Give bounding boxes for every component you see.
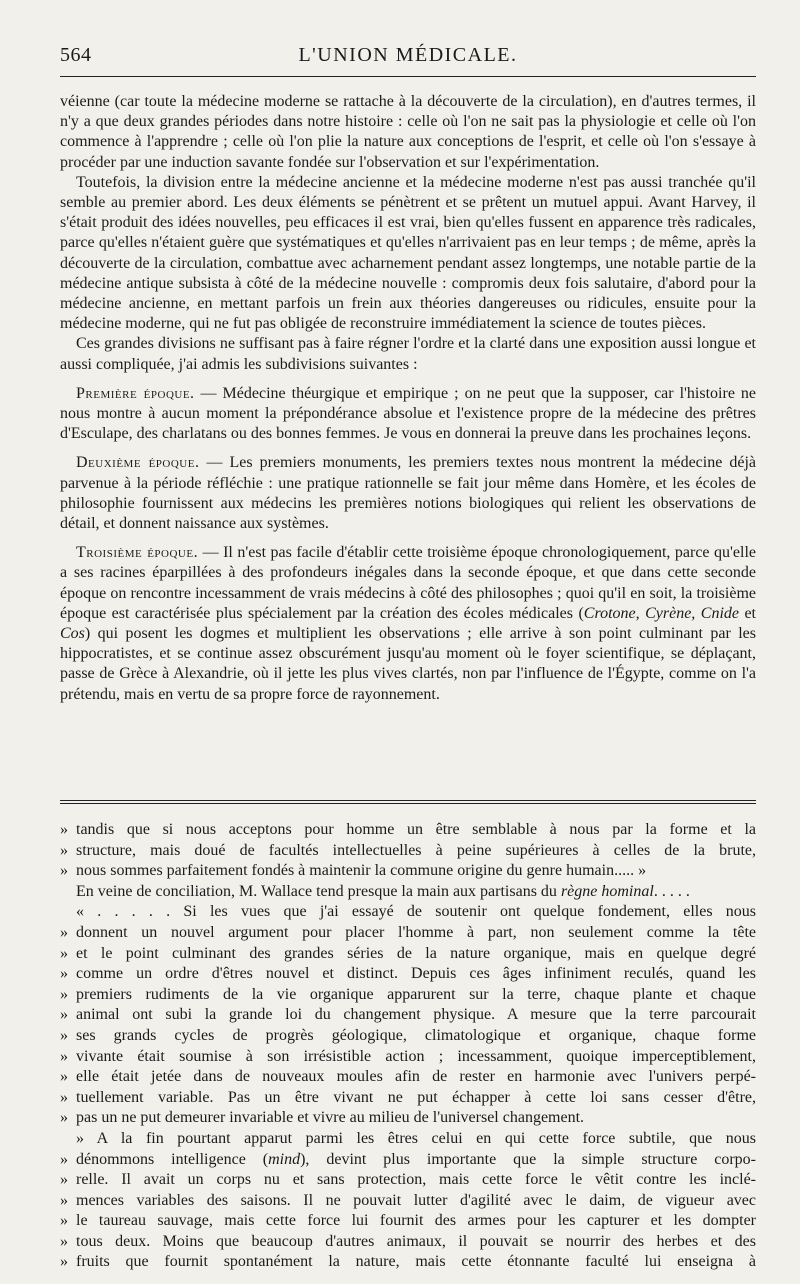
quote-line <box>60 1170 756 1191</box>
quote-text: tous deux. Moins que beaucoup d'autres animaux, il pouvait se nourrir des herbes et des <box>76 1232 756 1250</box>
quote-line <box>60 820 756 841</box>
quote-line <box>60 1211 756 1232</box>
quote-line <box>60 1088 756 1109</box>
quote-text <box>76 1150 756 1171</box>
transition-em: règne hominal <box>560 882 654 900</box>
quote-line <box>60 861 756 882</box>
quote-mark: » <box>60 985 68 1003</box>
quote-mark: » <box>60 1212 68 1230</box>
quote-line <box>60 1232 756 1253</box>
quote-line <box>60 985 756 1006</box>
feuilleton <box>60 820 756 1273</box>
quote-text: nous sommes parfaitement fondés à maintenir la commune origine du genre humain..... » <box>76 862 647 880</box>
quote-mark: » <box>60 1006 68 1024</box>
quote-line <box>60 1129 756 1150</box>
quote-mark: » <box>60 1026 68 1044</box>
quote-line <box>60 1005 756 1026</box>
quote-line <box>60 964 756 985</box>
quote-line <box>60 923 756 944</box>
quote-line <box>60 1047 756 1068</box>
quote-text: donnent un nouvel argument pour placer l'homme à part, non seulement comme la tête <box>76 923 756 941</box>
quote-text: vivante était soumise à son irrésistible action ; incessamment, quoique imperceptiblement, <box>76 1047 756 1065</box>
transition-text-a: En veine de conciliation, M. Wallace tend presque la main aux partisans du <box>76 882 561 900</box>
epoch-3-paragraph <box>60 543 756 705</box>
epoch-1-paragraph <box>60 384 756 445</box>
quote-mark: » <box>60 841 68 859</box>
quote-text: tandis que si nous acceptons pour homme un être semblable à nous par la forme et la <box>76 821 756 838</box>
quote-mark: » <box>60 1171 68 1189</box>
quote-mark: » <box>60 923 68 941</box>
quote-mark: » <box>60 1088 68 1106</box>
quote-text: elle était jetée dans de nouveaux moules afin de rester en harmonie avec l'univers perpé- <box>76 1068 756 1086</box>
quote-mark: » <box>60 821 68 838</box>
quote-mark: » <box>60 1232 68 1250</box>
quote-line <box>60 1252 756 1273</box>
quote-text-part: dénommons intelligence ( <box>76 1150 269 1168</box>
quote-mark: » <box>60 862 68 880</box>
quote-mark: » <box>60 944 68 962</box>
quote-text: « . . . . . Si les vues que j'ai essayé de soutenir ont quelque fondement, elles nous <box>76 903 756 921</box>
quote-mark: » <box>60 1047 68 1065</box>
page-header <box>60 44 756 74</box>
quote-line <box>60 841 756 862</box>
paragraph-1: véienne (car toute la médecine moderne se rattache à la découverte de la circulation), en d'autres termes, il n'y a que deux grandes périodes dans notre histoire : celle où l'on ne sait pas la physiologie et celle où l'on commence à l'apprendre ; celle où l'on plie la nature aux conceptions de l'esprit, et celle où l'on s'essaye à procéder par une induction savante fondée sur l'observation et sur l'expérimentation. <box>60 93 756 171</box>
quote-mark: » <box>60 1109 68 1127</box>
quote-mark: » <box>60 1068 68 1086</box>
transition-paragraph <box>60 882 756 903</box>
quote-em: mind <box>268 1150 301 1168</box>
epoch-3-text-a: — Il n'est pas facile d'établir cette troisième époque chronologiquement, parce qu'elle a ses racines éparpillées à des profondeurs inégales dans la seconde époque, et que dans cette seconde époque on rencontre incessamment de vrais médecins à côté des philosophes ; quoi qu'il en soit, la troisième époque est caractérisée plus spécialement par la création des écoles médicales ( <box>60 544 757 622</box>
quote-line <box>60 1150 756 1171</box>
feuilleton-divider <box>60 800 756 807</box>
paragraph-3: Ces grandes divisions ne suffisant pas à faire régner l'ordre et la clarté dans une exposition aussi longue et aussi compliquée, j'ai admis les subdivisions suivantes : <box>60 335 756 373</box>
epoch-3-text-b: ) qui posent les dogmes et multiplient les observations ; elle arrive à son point culminant par les hippocratistes, et se continue assez obscurément jusqu'au moment où le foyer scientifique, se déplaçant, passe de Grèce à Alexandrie, où il jette les plus vives clartés, non par l'influence de l'Égypte, comme on l'a prétendu, mais en vertu de sa propre force de rayonnement. <box>60 625 756 703</box>
epoch-2-paragraph <box>60 453 756 534</box>
quote-line <box>60 1191 756 1212</box>
quote-mark: » <box>60 965 68 983</box>
quote-text: tuellement variable. Pas un être vivant ne put échapper à cette loi sans cesser d'être, <box>76 1088 756 1106</box>
quote-text: premiers rudiments de la vie organique apparurent sur la terre, chaque plante et chaque <box>76 985 756 1003</box>
epoch-3-title: Troisième époque. <box>76 544 199 562</box>
header-rule <box>60 76 756 77</box>
quote-mark: » <box>60 1150 68 1168</box>
quote-mark: » <box>60 1253 68 1271</box>
quote-text: pas un ne put demeurer invariable et vivre au milieu de l'universel changement. <box>76 1109 585 1127</box>
quote-text: et le point culminant des grandes séries de la nature organique, mais en quelque degré <box>76 944 756 962</box>
page-number: 564 <box>60 44 92 66</box>
quote-text: structure, mais doué de facultés intellectuelles à peine supérieures à celles de la brute, <box>76 841 756 859</box>
quote-text-part: ), devint plus importante que la simple structure corpo- <box>300 1150 756 1168</box>
quote-text: » A la fin pourtant apparut parmi les êtres celui en qui cette force subtile, que nous <box>76 1129 756 1147</box>
epoch-3-cos: Cos <box>60 625 85 643</box>
quote-line <box>60 1108 756 1129</box>
quote-line <box>60 1067 756 1088</box>
epoch-1-title: Première époque. <box>76 384 195 402</box>
epoch-2-text: — Les premiers monuments, les premiers textes nous montrent la médecine déjà parvenue à la période réfléchie : une pratique rationnelle se fait jour même dans Homère, et les écoles de philosophie fournissent aux médecins les premières notions biologiques qui relient les observations de détail, et donnent naissance aux systèmes. <box>60 454 756 533</box>
quote-text: le taureau sauvage, mais cette force lui fournit des armes pour les capturer et les dompter <box>76 1212 756 1230</box>
quote-text: ses grands cycles de progrès géologique, climatologique et organique, chaque forme <box>76 1026 756 1044</box>
quote-text: fruits que fournit spontanément la nature, mais cette étonnante faculté lui enseigna à <box>76 1253 756 1271</box>
quote-line <box>60 944 756 965</box>
epoch-3-and: et <box>739 604 757 622</box>
quote-text: comme un ordre d'êtres nouvel et distinct. Depuis ces âges infiniment reculés, quand les <box>76 965 756 983</box>
running-head: L'UNION MÉDICALE. <box>298 44 518 66</box>
epoch-3-schools: Crotone, Cyrène, Cnide <box>583 604 739 622</box>
epoch-2-title: Deuxième époque. <box>76 454 200 472</box>
quote-line <box>60 1026 756 1047</box>
quote-text: mences variables des saisons. Il ne pouvait lutter d'agilité avec le daim, de vigueur avec <box>76 1191 756 1209</box>
paragraph-2: Toutefois, la division entre la médecine ancienne et la médecine moderne n'est pas aussi tranchée qu'il semble au premier abord. Les deux éléments se pénètrent et se prêtent un mutuel appui. Avant Harvey, il s'était produit des idées nouvelles, peu efficaces il est vrai, bien qu'elles fussent en apparence très radicales, parce qu'elles n'étaient guère que systématiques et qu'elles n'arrivaient pas en leur temps ; de même, après la découverte de la circulation, combattue avec acharnement pendant assez longtemps, une notable partie de la médecine antique subsista à côté de la médecine nouvelle : compromis deux fois salutaire, d'abord pour la médecine ancienne, en mettant parfois un frein aux théories dangereuses ou ridicules, ensuite pour la médecine moderne, qui ne fut pas obligée de reconstruire immédiatement la science de toutes pièces. <box>60 173 756 333</box>
epoch-1-text: — Médecine théurgique et empirique ; on ne peut que la supposer, car l'histoire ne nous montre à aucun moment la prépondérance absolue et l'existence propre de la médecine des prêtres d'Esculape, des charlatans ou des bonnes femmes. Je vous en donnerai la preuve dans les prochaines leçons. <box>60 384 757 443</box>
quote-text: relle. Il avait un corps nu et sans protection, mais cette force le vêtit contre les inclé- <box>76 1171 756 1189</box>
article-body <box>60 92 756 705</box>
quote-line <box>60 902 756 923</box>
quote-text: animal ont subi la grande loi du changement physique. A mesure que la terre parcourait <box>76 1006 756 1024</box>
transition-text-b: . . . . . <box>653 882 690 900</box>
quote-mark: » <box>60 1191 68 1209</box>
